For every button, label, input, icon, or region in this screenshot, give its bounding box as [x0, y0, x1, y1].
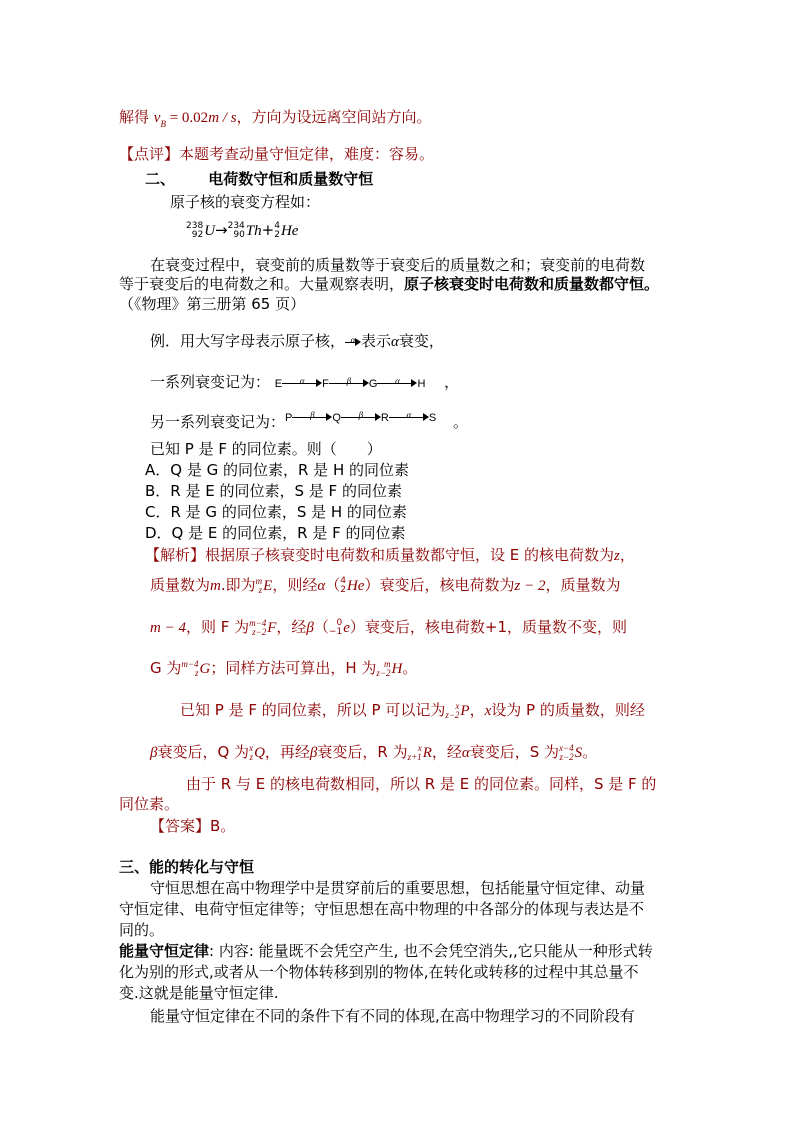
- nucleus-p: P: [285, 412, 293, 424]
- decay-chain-1: 一系列衰变记为： E α F β G α H ，: [150, 373, 460, 391]
- nucleus-e: E: [274, 378, 283, 390]
- nucleus-r: R: [380, 412, 389, 424]
- para1-reference: （《物理》第三册第 65 页）: [119, 295, 306, 313]
- comment-tag: 【点评】: [119, 145, 180, 163]
- section-3-p1-line1: 守恒思想在高中物理学中是贯穿前后的重要思想，包括能量守恒定律、动量: [150, 879, 646, 897]
- velocity-unit: m / s: [208, 110, 237, 126]
- section-2-heading: [145, 169, 373, 189]
- section-2-title: 电荷数守恒和质量数守恒: [208, 170, 374, 188]
- comment-line: [119, 144, 434, 164]
- analysis-line5: 已知 P 是 F 的同位素，所以 P 可以记为 x z−2 P，x设为 P 的质量数，则经: [180, 700, 645, 720]
- helium-symbol: He: [280, 223, 299, 239]
- result-suffix: ，方向为设远离空间站方向。: [236, 108, 432, 126]
- option-b: B．R 是 E 的同位素，S 是 F 的同位素: [145, 482, 402, 500]
- energy-law-title: 能量守恒定律: [119, 942, 210, 960]
- analysis-line8: 同位素。: [119, 795, 180, 813]
- last-paragraph-line: 能量守恒定律在不同的条件下有不同的体现,在高中物理学习的不同阶段有: [150, 1007, 635, 1025]
- nucleus-h: H: [417, 378, 426, 390]
- section-2-number: 二、: [145, 170, 176, 188]
- analysis-line7: 由于 R 与 E 的核电荷数相同，所以 R 是 E 的同位素。同样，S 是 F 的: [186, 775, 657, 793]
- alpha-arrow-icon: α: [389, 411, 429, 423]
- decay-chain-2: 另一系列衰变记为：$^P$ β $^Q$ β $^R$ α $^S$ 。: [150, 409, 469, 431]
- result-line: [119, 107, 432, 129]
- analysis-line3: m − 4，则 F 为 m−4 z−2 F，经β（ 0 −1 e）衰变后，核电荷数+1，质量数不变，则: [150, 617, 627, 637]
- energy-law-line2: 化为别的形式,或者从一个物体转移到别的物体,在转化或转移的过程中其总量不: [119, 963, 639, 981]
- answer-line: [150, 816, 235, 836]
- analysis-line6: β衰变后，Q 为 x z Q，再经β衰变后，R 为 x z+1 R，经α衰变后，S 为 x−4 z−2 S。: [150, 742, 598, 762]
- section-3-p1-line3: 同的。: [119, 921, 165, 939]
- para1-line1: 在衰变过程中，衰变前的质量数等于衰变后的质量数之和；衰变前的电荷数: [150, 256, 646, 274]
- result-prefix: 解得: [119, 108, 150, 126]
- uranium-symbol: U: [204, 223, 216, 239]
- section-3-title: 三、能的转化与守恒: [119, 858, 255, 876]
- energy-law-line3: 变.这就是能量守恒定律.: [119, 984, 279, 1002]
- question-stem: 已知 P 是 F 的同位素。则（ ）: [150, 440, 382, 458]
- energy-law-line1: 能量守恒定律: 内容: 能量既不会凭空产生, 也不会凭空消失,,它只能从一种形式转: [119, 942, 653, 960]
- analysis-line2: 质量数为m.即为 m z E，则经α（ 4 2 He）衰变后，核电荷数为z − 2，质量数为: [150, 575, 621, 595]
- section-3-p1-line2: 守恒定律、电荷守恒定律等；守恒思想在高中物理的中各部分的体现与表达是不: [119, 900, 645, 918]
- para1-line2: 等于衰变后的电荷数之和。大量观察表明，原子核衰变时电荷数和质量数都守恒。: [119, 275, 660, 293]
- example-intro: 例．用大写字母表示原子核， α 表示α衰变，: [150, 332, 444, 350]
- option-a: A．Q 是 G 的同位素，R 是 H 的同位素: [145, 461, 410, 479]
- analysis-line4: G 为 m−4 z G；同样方法可算出，H 为 m z−2 H。: [150, 658, 418, 678]
- nucleus-f: F: [322, 378, 329, 390]
- conservation-statement: 原子核衰变时电荷数和质量数都守恒。: [404, 275, 660, 293]
- analysis-line1: 【解析】根据原子核衰变时电荷数和质量数都守恒，设 E 的核电荷数为z，: [145, 546, 635, 564]
- alpha-arrow-icon: α: [377, 377, 417, 389]
- nucleus-q: Q: [332, 412, 341, 424]
- velocity-value: = 0.02: [165, 110, 209, 126]
- nucleus-s: S: [428, 412, 437, 424]
- decay-equation: 238 92 U→ 234 90 Th+ 4 2 He: [186, 220, 299, 240]
- section-2-intro: 原子核的衰变方程如：: [170, 193, 321, 211]
- beta-arrow-icon: β: [292, 411, 332, 423]
- beta-arrow-icon: β: [329, 377, 369, 389]
- analysis-tag: 【解析】: [145, 546, 206, 564]
- thorium-symbol: Th: [245, 223, 262, 239]
- nucleus-g: G: [368, 378, 378, 390]
- answer-tag: 【答案】: [150, 817, 211, 835]
- answer-value: B。: [210, 817, 236, 835]
- alpha-arrow-icon: α: [282, 377, 322, 389]
- velocity-subscript: B: [160, 119, 166, 129]
- option-c: C．R 是 G 的同位素，S 是 H 的同位素: [145, 503, 407, 521]
- velocity-symbol: v: [153, 110, 161, 126]
- option-d: D．Q 是 E 的同位素，R 是 F 的同位素: [145, 524, 406, 542]
- beta-arrow-icon: β: [341, 411, 381, 423]
- arrow-icon: →: [215, 221, 228, 239]
- alpha-arrow-icon: α: [345, 336, 361, 348]
- comment-text: 本题考查动量守恒定律，难度：容易。: [179, 145, 435, 163]
